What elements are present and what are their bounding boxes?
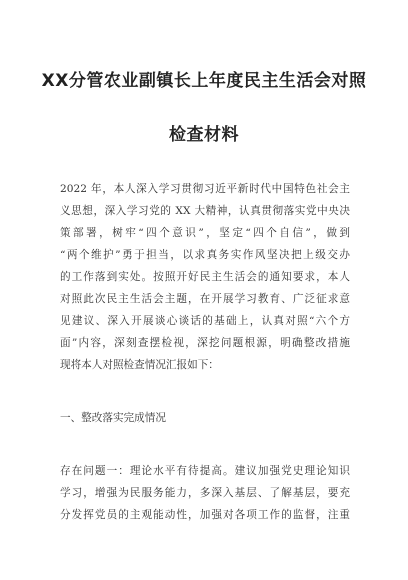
intro-paragraph-line: 见建议、深入开展谈心谈话的基础上，认真对照“六个方 <box>60 315 350 327</box>
intro-paragraph-line: 的工作落到实处。按照开好民主生活会的通知要求，本人 <box>60 271 350 283</box>
intro-paragraph-line: 现将本人对照检查情况汇报如下： <box>60 359 219 371</box>
section-paragraph-line: 学习，增强为民服务能力，多深入基层、了解基层，要充 <box>60 487 350 499</box>
section-paragraph-line: 存在问题一：理论水平有待提高。建议加强党史理论知识 <box>60 465 350 477</box>
intro-paragraph-line: 面”内容，深刻查摆检视，深挖问题根源，明确整改措施 <box>60 337 350 349</box>
intro-paragraph-line: 策部署，树牢“四个意识”，坚定“四个自信”，做到 <box>60 227 350 239</box>
intro-paragraph-line: 义思想，深入学习党的 XX 大精神，认真贯彻落实党中央决 <box>60 205 350 217</box>
section-paragraph-line: 分发挥党员的主观能动性，加强对各项工作的监督，注重 <box>60 509 350 521</box>
document-title-line-1: XX分管农业副镇长上年度民主生活会对照 <box>41 71 367 91</box>
intro-paragraph-line: 2022 年，本人深入学习贯彻习近平新时代中国特色社会主 <box>60 183 350 195</box>
section-heading: 一、整改落实完成情况 <box>60 412 166 424</box>
intro-paragraph-line: “两个维护”勇于担当，以求真务实作风坚决把上级交办 <box>60 249 350 261</box>
intro-paragraph-line: 对照此次民主生活会主题，在开展学习教育、广泛征求意 <box>60 293 350 305</box>
document-title-line-2: 检查材料 <box>169 125 239 145</box>
